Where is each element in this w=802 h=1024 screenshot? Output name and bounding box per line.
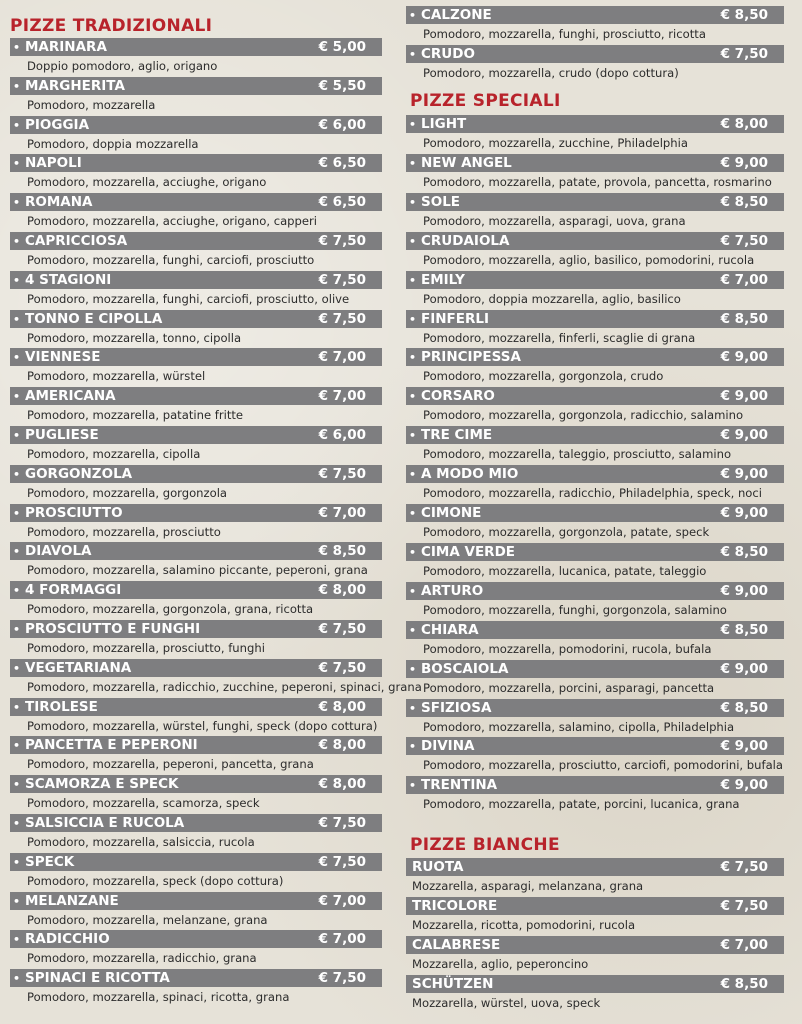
pizza-name: CRUDAIOLA — [421, 232, 510, 249]
menu-item — [406, 858, 784, 897]
menu-item — [406, 232, 784, 271]
pizza-price: € 6,00 — [318, 116, 366, 133]
pizza-name: SPECK — [25, 853, 75, 870]
menu-item-bar — [10, 426, 382, 444]
menu-item — [10, 892, 382, 931]
pizza-ingredients: Pomodoro, doppia mozzarella — [27, 136, 199, 151]
pizza-price: € 9,00 — [720, 349, 768, 366]
pizza-ingredients: Pomodoro, mozzarella, prosciutto — [27, 524, 221, 539]
menu-item-bar — [10, 232, 382, 250]
pizza-ingredients: Pomodoro, mozzarella, spinaci, ricotta, grana — [27, 990, 290, 1005]
pizza-ingredients: Pomodoro, mozzarella, acciughe, origano, capperi — [27, 214, 318, 229]
pizza-price: € 9,00 — [720, 505, 768, 521]
menu-item-bar — [10, 38, 382, 56]
menu-item — [10, 271, 382, 310]
menu-item — [406, 582, 784, 621]
menu-item — [10, 775, 382, 814]
pizza-price: € 8,50 — [720, 310, 768, 327]
pizza-ingredients: Pomodoro, doppia mozzarella, aglio, basilico — [423, 291, 681, 306]
menu-item-bar — [406, 232, 784, 250]
pizza-name: RUOTA — [412, 859, 464, 875]
pizza-price: € 8,50 — [720, 621, 768, 638]
pizza-ingredients: Pomodoro, mozzarella, speck (dopo cottura) — [27, 873, 284, 888]
pizza-name: 4 FORMAGGI — [25, 582, 122, 599]
pizza-ingredients: Pomodoro, mozzarella, gorgonzola, crudo — [423, 369, 664, 384]
pizza-price: € 7,50 — [720, 45, 768, 62]
pizza-name: MARGHERITA — [25, 77, 125, 94]
menu-item — [10, 154, 382, 193]
section-title-speciali: PIZZE SPECIALI — [410, 91, 561, 111]
menu-item — [406, 660, 784, 699]
pizza-ingredients: Pomodoro, mozzarella, acciughe, origano — [27, 175, 267, 190]
menu-item-bar — [406, 465, 784, 483]
pizza-name: CIMA VERDE — [421, 543, 516, 560]
bullet-icon: • — [409, 662, 417, 676]
bullet-icon: • — [409, 234, 417, 248]
pizza-price: € 7,00 — [318, 931, 366, 948]
pizza-price: € 7,50 — [318, 815, 366, 831]
menu-item — [10, 542, 382, 581]
pizza-price: € 9,00 — [720, 154, 768, 171]
bullet-icon: • — [13, 894, 21, 908]
pizza-name: SALSICCIA E RUCOLA — [25, 815, 185, 831]
menu-item-bar — [406, 115, 784, 133]
menu-item-bar — [10, 348, 382, 366]
menu-item — [10, 620, 382, 659]
menu-item-bar — [406, 310, 784, 328]
pizza-name: ROMANA — [25, 194, 93, 211]
bullet-icon: • — [409, 195, 417, 209]
pizza-ingredients: Pomodoro, mozzarella, salamino piccante, peperoni, grana — [27, 563, 368, 578]
pizza-price: € 7,00 — [318, 388, 366, 405]
pizza-price: € 8,00 — [318, 737, 366, 754]
menu-item — [406, 6, 784, 45]
pizza-name: TRENTINA — [421, 777, 498, 794]
menu-item — [10, 969, 382, 1008]
bullet-icon: • — [13, 855, 21, 869]
menu-item-bar — [10, 581, 382, 599]
pizza-name: 4 STAGIONI — [25, 271, 112, 288]
pizza-ingredients: Pomodoro, mozzarella, salamino, cipolla, Philadelphia — [423, 719, 735, 734]
bullet-icon: • — [409, 118, 417, 131]
bullet-icon: • — [409, 623, 417, 637]
pizza-name: PANCETTA E PEPERONI — [25, 737, 198, 754]
menu-item — [10, 348, 382, 387]
pizza-ingredients: Mozzarella, asparagi, melanzana, grana — [412, 879, 644, 893]
pizza-name: CHIARA — [421, 621, 479, 638]
pizza-name: NEW ANGEL — [421, 154, 512, 171]
pizza-price: € 7,00 — [318, 504, 366, 521]
menu-item — [406, 115, 784, 154]
menu-item-bar — [10, 387, 382, 405]
pizza-ingredients: Pomodoro, mozzarella, prosciutto, carciofi, pomodorini, bufala — [423, 758, 784, 773]
bullet-icon: • — [13, 235, 21, 248]
pizza-price: € 8,00 — [318, 698, 366, 715]
bullet-icon: • — [13, 661, 21, 675]
bullet-icon: • — [13, 933, 21, 947]
pizza-price: € 7,50 — [720, 859, 768, 875]
menu-item-bar — [406, 271, 784, 289]
menu-item-bar — [10, 930, 382, 948]
menu-item-bar — [406, 504, 784, 522]
section-title-tradizionali: PIZZE TRADIZIONALI — [10, 16, 213, 36]
bullet-icon: • — [409, 584, 417, 598]
menu-item — [406, 426, 784, 465]
pizza-price: € 8,50 — [720, 7, 768, 23]
pizza-ingredients: Doppio pomodoro, aglio, origano — [27, 59, 218, 73]
menu-item-bar — [406, 897, 784, 915]
menu-item-bar — [10, 465, 382, 483]
pizza-ingredients: Pomodoro, mozzarella, porcini, asparagi, pancetta — [423, 680, 715, 695]
menu-item — [10, 426, 382, 465]
pizza-price: € 7,50 — [318, 271, 366, 288]
bullet-icon: • — [13, 817, 21, 830]
pizza-ingredients: Pomodoro, mozzarella, aglio, basilico, pomodorini, rucola — [423, 252, 755, 267]
pizza-price: € 8,50 — [318, 543, 366, 560]
menu-item-bar — [406, 193, 784, 211]
pizza-price: € 7,50 — [720, 897, 768, 914]
pizza-name: LIGHT — [421, 116, 467, 132]
pizza-price: € 6,50 — [318, 194, 366, 211]
pizza-name: PUGLIESE — [25, 427, 99, 443]
pizza-ingredients: Mozzarella, aglio, peperoncino — [412, 956, 589, 971]
pizza-price: € 9,00 — [720, 388, 768, 405]
menu-item-bar — [406, 660, 784, 678]
bullet-icon: • — [409, 390, 417, 404]
bullet-icon: • — [13, 739, 21, 753]
pizza-ingredients: Pomodoro, mozzarella — [27, 97, 156, 112]
menu-item — [406, 504, 784, 543]
pizza-price: € 5,00 — [318, 39, 366, 55]
pizza-price: € 7,50 — [318, 621, 366, 637]
bullet-icon: • — [409, 273, 417, 287]
menu-item-bar — [406, 699, 784, 717]
bullet-icon: • — [409, 9, 417, 22]
pizza-price: € 8,00 — [720, 116, 768, 132]
bullet-icon: • — [13, 506, 21, 520]
menu-item — [406, 699, 784, 738]
pizza-ingredients: Pomodoro, mozzarella, radicchio, grana — [27, 951, 257, 966]
bullet-icon: • — [13, 118, 21, 132]
bullet-icon: • — [13, 273, 21, 287]
menu-item — [10, 310, 382, 349]
bullet-icon: • — [409, 156, 417, 170]
bullet-icon: • — [13, 584, 21, 598]
bullet-icon: • — [13, 700, 21, 714]
menu-item-bar — [406, 45, 784, 63]
pizza-name: SCAMORZA E SPECK — [25, 776, 179, 793]
pizza-price: € 5,50 — [318, 77, 366, 94]
menu-item — [406, 936, 784, 975]
pizza-ingredients: Pomodoro, mozzarella, würstel — [27, 369, 206, 384]
pizza-price: € 7,50 — [318, 853, 366, 870]
menu-item-bar — [406, 6, 784, 24]
bullet-icon: • — [13, 972, 21, 986]
pizza-name: PIOGGIA — [25, 116, 90, 133]
menu-item — [406, 975, 784, 1014]
menu-item — [406, 348, 784, 387]
pizza-name: A MODO MIO — [421, 466, 519, 483]
menu-item-bar — [10, 775, 382, 793]
bullet-icon: • — [409, 47, 417, 61]
menu-item — [406, 271, 784, 310]
pizza-ingredients: Pomodoro, mozzarella, peperoni, pancetta, grana — [27, 757, 314, 772]
pizza-name: ARTURO — [421, 582, 484, 599]
pizza-name: MARINARA — [25, 39, 107, 55]
pizza-ingredients: Pomodoro, mozzarella, tonno, cipolla — [27, 330, 242, 345]
bullet-icon: • — [13, 351, 21, 365]
bullet-icon: • — [13, 157, 21, 171]
pizza-price: € 8,50 — [720, 543, 768, 560]
pizza-ingredients: Pomodoro, mozzarella, gorgonzola, radicchio, salamino — [423, 408, 744, 423]
bullet-icon: • — [409, 740, 417, 754]
pizza-ingredients: Pomodoro, mozzarella, crudo (dopo cottura) — [423, 65, 679, 80]
menu-item — [406, 310, 784, 349]
menu-item-bar — [406, 858, 784, 876]
pizza-price: € 8,50 — [720, 193, 768, 210]
menu-item — [406, 737, 784, 776]
pizza-ingredients: Pomodoro, mozzarella, salsiccia, rucola — [27, 835, 255, 849]
pizza-name: PRINCIPESSA — [421, 349, 521, 366]
pizza-ingredients: Pomodoro, mozzarella, würstel, funghi, speck (dopo cottura) — [27, 718, 378, 733]
bullet-icon: • — [13, 41, 21, 54]
menu-item — [406, 621, 784, 660]
pizza-name: TIROLESE — [25, 698, 98, 715]
menu-item — [406, 897, 784, 936]
pizza-ingredients: Pomodoro, mozzarella, cipolla — [27, 447, 201, 461]
pizza-price: € 9,00 — [720, 660, 768, 677]
pizza-ingredients: Pomodoro, mozzarella, funghi, carciofi, prosciutto — [27, 253, 315, 267]
pizza-price: € 9,00 — [720, 738, 768, 755]
bullet-icon: • — [409, 545, 417, 559]
bullet-icon: • — [13, 778, 21, 792]
pizza-name: DIAVOLA — [25, 543, 92, 560]
pizza-ingredients: Pomodoro, mozzarella, finferli, scaglie di grana — [423, 330, 696, 345]
pizza-name: VIENNESE — [25, 349, 101, 366]
bullet-icon: • — [13, 312, 21, 326]
pizza-name: PROSCIUTTO E FUNGHI — [25, 621, 201, 637]
pizza-ingredients: Pomodoro, mozzarella, patatine fritte — [27, 408, 244, 423]
pizza-price: € 7,00 — [318, 892, 366, 909]
menu-item-bar — [10, 853, 382, 871]
menu-item — [10, 465, 382, 504]
pizza-name: SFIZIOSA — [421, 699, 492, 716]
menu-item — [10, 736, 382, 775]
bullet-icon: • — [13, 390, 21, 404]
pizza-name: EMILY — [421, 271, 465, 288]
pizza-name: CALZONE — [421, 7, 492, 23]
menu-item-bar — [10, 542, 382, 560]
menu-item-bar — [10, 659, 382, 677]
menu-item — [406, 193, 784, 232]
menu-item — [406, 465, 784, 504]
pizza-name: CAPRICCIOSA — [25, 233, 128, 249]
pizza-price: € 7,00 — [720, 271, 768, 288]
bullet-icon: • — [13, 196, 21, 210]
pizza-name: CRUDO — [421, 45, 475, 62]
pizza-name: RADICCHIO — [25, 931, 110, 948]
menu-item-bar — [10, 310, 382, 328]
pizza-price: € 7,00 — [720, 936, 768, 953]
pizza-ingredients: Pomodoro, mozzarella, gorgonzola, patate, speck — [423, 525, 710, 539]
pizza-price: € 8,00 — [318, 776, 366, 793]
menu-item-bar — [10, 736, 382, 754]
menu-item — [406, 154, 784, 193]
pizza-price: € 9,00 — [720, 427, 768, 444]
menu-item — [10, 853, 382, 892]
menu-item-bar — [10, 271, 382, 289]
menu-item — [10, 232, 382, 271]
pizza-price: € 7,50 — [318, 310, 366, 327]
menu-item — [406, 45, 784, 84]
pizza-name: CIMONE — [421, 505, 482, 521]
pizza-name: TONNO E CIPOLLA — [25, 310, 163, 327]
pizza-ingredients: Pomodoro, mozzarella, prosciutto, funghi — [27, 641, 265, 655]
menu-item-bar — [406, 348, 784, 366]
pizza-name: DIVINA — [421, 738, 475, 755]
pizza-price: € 7,50 — [318, 659, 366, 676]
pizza-name: AMERICANA — [25, 388, 116, 405]
bullet-icon: • — [409, 779, 417, 793]
pizza-ingredients: Pomodoro, mozzarella, lucanica, patate, taleggio — [423, 563, 707, 578]
pizza-name: BOSCAIOLA — [421, 660, 509, 677]
pizza-price: € 9,00 — [720, 777, 768, 794]
pizza-ingredients: Pomodoro, mozzarella, funghi, prosciutto, ricotta — [423, 27, 706, 41]
pizza-name: SPINACI E RICOTTA — [25, 970, 170, 987]
pizza-ingredients: Mozzarella, ricotta, pomodorini, rucola — [412, 917, 636, 932]
bullet-icon: • — [409, 468, 417, 482]
menu-item — [406, 543, 784, 582]
pizza-ingredients: Pomodoro, mozzarella, zucchine, Philadelphia — [423, 136, 688, 150]
menu-item-bar — [406, 543, 784, 561]
menu-item-bar — [10, 504, 382, 522]
menu-item — [10, 504, 382, 543]
section-title-bianche: PIZZE BIANCHE — [410, 835, 560, 855]
menu-item — [10, 116, 382, 155]
menu-item-bar — [10, 193, 382, 211]
pizza-price: € 7,50 — [318, 970, 366, 987]
pizza-ingredients: Pomodoro, mozzarella, scamorza, speck — [27, 796, 260, 811]
pizza-ingredients: Pomodoro, mozzarella, patate, porcini, lucanica, grana — [423, 797, 740, 812]
menu-item-bar — [10, 969, 382, 987]
pizza-ingredients: Pomodoro, mozzarella, gorgonzola — [27, 485, 228, 500]
menu-item-bar — [10, 154, 382, 172]
menu-item — [10, 387, 382, 426]
menu-item-bar — [406, 936, 784, 954]
menu-item — [10, 193, 382, 232]
pizza-ingredients: Pomodoro, mozzarella, patate, provola, pancetta, rosmarino — [423, 174, 772, 189]
menu-item-bar — [10, 892, 382, 910]
pizza-name: GORGONZOLA — [25, 465, 133, 482]
bullet-icon: • — [13, 429, 21, 442]
pizza-name: MELANZANE — [25, 892, 119, 909]
bullet-icon: • — [409, 701, 417, 715]
pizza-name: TRE CIME — [421, 427, 493, 444]
pizza-ingredients: Pomodoro, mozzarella, funghi, carciofi, prosciutto, olive — [27, 291, 350, 306]
menu-item-bar — [10, 116, 382, 134]
menu-item-bar — [406, 154, 784, 172]
menu-item-bar — [10, 77, 382, 95]
bullet-icon: • — [409, 429, 417, 443]
pizza-name: SOLE — [421, 193, 461, 210]
pizza-price: € 9,00 — [720, 466, 768, 483]
menu-item — [406, 387, 784, 426]
menu-item-bar — [406, 582, 784, 600]
menu-item — [10, 38, 382, 77]
pizza-name: VEGETARIANA — [25, 659, 132, 676]
pizza-ingredients: Pomodoro, mozzarella, funghi, gorgonzola, salamino — [423, 602, 727, 617]
pizza-name: PROSCIUTTO — [25, 504, 123, 521]
pizza-price: € 7,50 — [318, 233, 366, 249]
menu-item-bar — [10, 620, 382, 638]
menu-item-bar — [406, 621, 784, 639]
pizza-name: FINFERLI — [421, 310, 490, 327]
menu-item — [10, 581, 382, 620]
pizza-price: € 8,50 — [720, 975, 768, 992]
pizza-ingredients: Pomodoro, mozzarella, pomodorini, rucola, bufala — [423, 641, 712, 656]
bullet-icon: • — [409, 312, 417, 326]
pizza-name: CALABRESE — [412, 936, 501, 953]
pizza-ingredients: Pomodoro, mozzarella, gorgonzola, grana, ricotta — [27, 602, 314, 617]
pizza-ingredients: Mozzarella, würstel, uova, speck — [412, 995, 601, 1010]
pizza-price: € 6,00 — [318, 427, 366, 443]
bullet-icon: • — [409, 351, 417, 365]
menu-item-bar — [406, 737, 784, 755]
bullet-icon: • — [409, 507, 417, 520]
menu-item — [10, 659, 422, 698]
menu-item — [10, 698, 382, 737]
pizza-price: € 7,50 — [318, 465, 366, 482]
menu-item-bar — [406, 426, 784, 444]
pizza-name: TRICOLORE — [412, 897, 498, 914]
pizza-price: € 7,50 — [720, 232, 768, 249]
menu-item — [10, 814, 382, 853]
pizza-ingredients: Pomodoro, mozzarella, taleggio, prosciutto, salamino — [423, 447, 732, 462]
pizza-price: € 9,00 — [720, 582, 768, 599]
menu-item — [10, 77, 382, 116]
pizza-ingredients: Pomodoro, mozzarella, radicchio, zucchine, peperoni, spinaci, grana — [27, 679, 422, 694]
pizza-name: SCHÜTZEN — [412, 975, 494, 992]
bullet-icon: • — [13, 79, 21, 93]
menu-item-bar — [406, 975, 784, 993]
pizza-ingredients: Pomodoro, mozzarella, asparagi, uova, grana — [423, 213, 686, 228]
menu-item-bar — [406, 387, 784, 405]
menu-item-bar — [10, 698, 382, 716]
menu-item — [10, 930, 382, 969]
pizza-name: NAPOLI — [25, 155, 82, 172]
pizza-price: € 8,50 — [720, 699, 768, 716]
pizza-name: CORSARO — [421, 388, 495, 405]
bullet-icon: • — [13, 623, 21, 636]
bullet-icon: • — [13, 467, 21, 481]
bullet-icon: • — [13, 545, 21, 559]
pizza-price: € 7,00 — [318, 349, 366, 366]
pizza-price: € 6,50 — [318, 155, 366, 172]
pizza-ingredients: Pomodoro, mozzarella, melanzane, grana — [27, 912, 268, 927]
menu-item-bar — [406, 776, 784, 794]
menu-item — [406, 776, 784, 815]
pizza-price: € 8,00 — [318, 582, 366, 599]
menu-item-bar — [10, 814, 382, 832]
pizza-ingredients: Pomodoro, mozzarella, radicchio, Philadelphia, speck, noci — [423, 486, 762, 501]
